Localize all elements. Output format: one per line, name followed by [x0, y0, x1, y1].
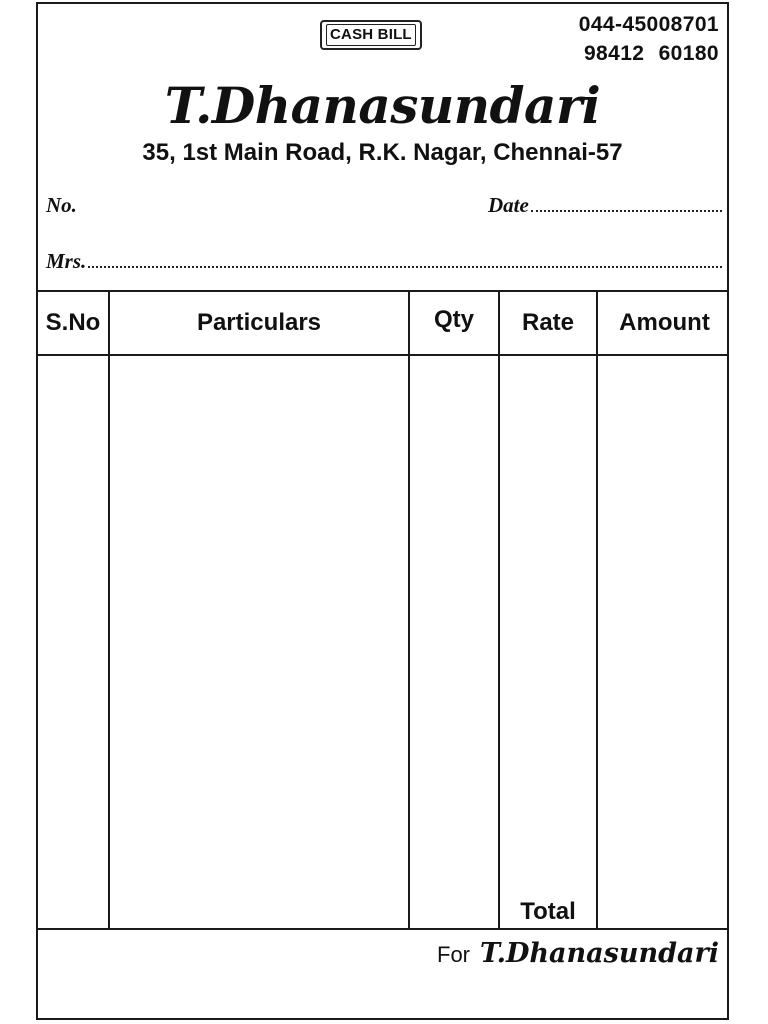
cash-bill-badge [320, 20, 422, 50]
cash-bill-label: CASH BILL [326, 24, 416, 46]
column-divider [408, 292, 410, 928]
column-header-sno: S.No [45, 309, 101, 336]
column-divider [596, 292, 598, 928]
date-dotted-line [531, 209, 722, 212]
header-divider [38, 354, 727, 356]
column-header-rate: Rate [521, 309, 575, 336]
phone-number-mobile: 98412 60180 [583, 42, 719, 65]
items-table [38, 290, 727, 930]
total-label: Total [520, 898, 576, 925]
cash-bill-form [36, 2, 729, 1020]
phone-number-landline: 044-45008701 [578, 13, 719, 36]
customer-name-field[interactable] [46, 248, 722, 274]
customer-name-label: Mrs. [46, 249, 87, 273]
date-field[interactable] [488, 192, 722, 218]
signature-name: T.Dhanasundari [480, 938, 719, 969]
column-header-amount: Amount [619, 309, 710, 336]
date-label: Date [488, 193, 529, 217]
customer-dotted-line [88, 265, 722, 268]
column-divider [108, 292, 110, 928]
column-header-particulars: Particulars [196, 309, 322, 336]
column-header-qty: Qty [433, 306, 474, 333]
shop-address: 35, 1st Main Road, R.K. Nagar, Chennai-57 [142, 139, 623, 166]
bill-number-field[interactable] [46, 192, 77, 218]
signature-prefix: For [437, 942, 470, 967]
column-divider [498, 292, 500, 928]
shop-name: T.Dhanasundari [164, 76, 601, 135]
bill-number-label: No. [46, 193, 77, 217]
signature-block [437, 938, 719, 969]
